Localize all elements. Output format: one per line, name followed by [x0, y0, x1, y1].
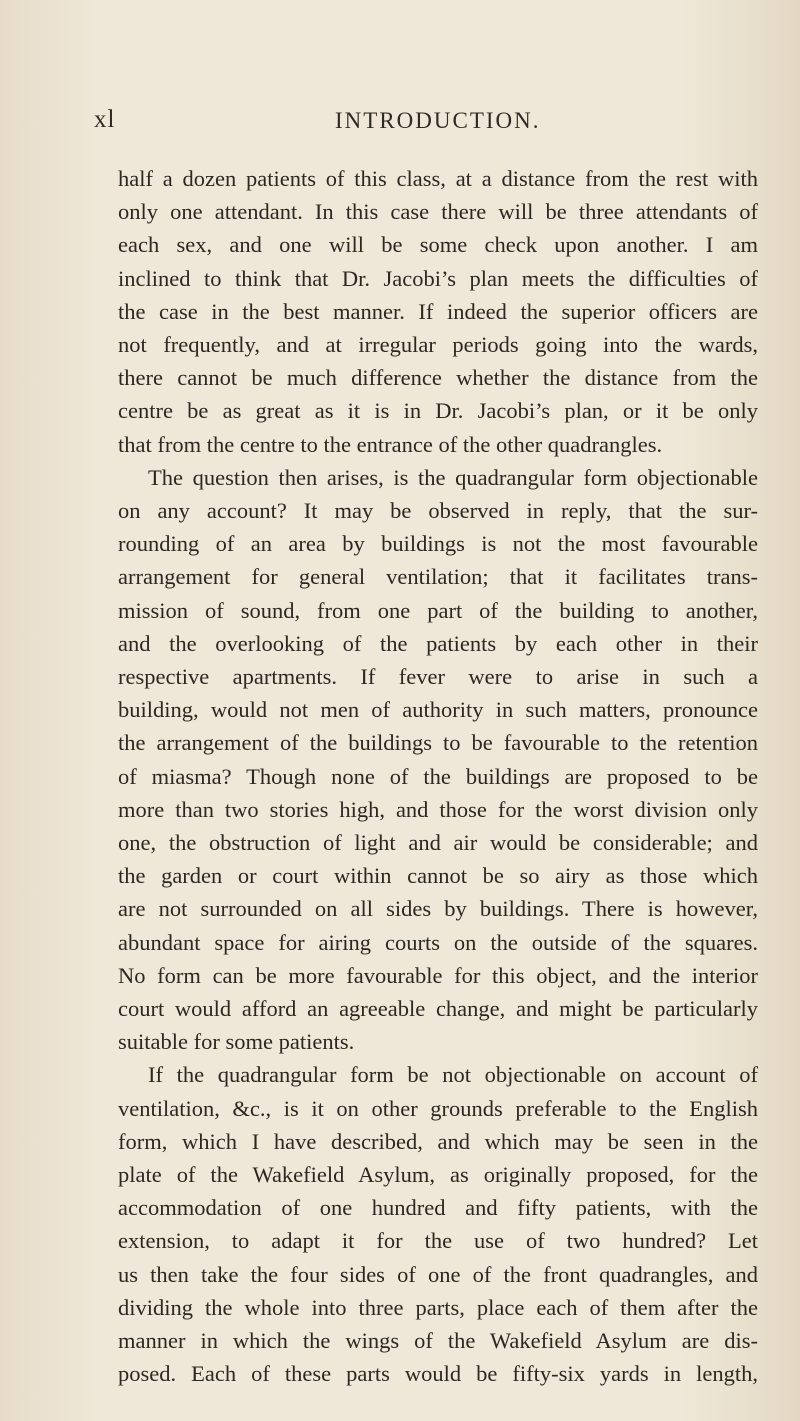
text-line: the case in the best manner. If indeed the superior officers are [118, 298, 758, 324]
text-line: half a dozen patients of this class, at a distance from the rest with [118, 166, 758, 191]
page-header [0, 106, 800, 146]
text-line: ventilation, &c., is it on other grounds preferable to the English [118, 1095, 758, 1121]
text-line: suitable for some patients. [118, 1029, 355, 1055]
text-line: arrangement for general ventilation; that it facilitates trans- [118, 564, 758, 590]
text-line: form, which I have described, and which may be seen in the [118, 1128, 758, 1154]
text-line: only one attendant. In this case there will be three attendants of [118, 199, 758, 225]
text-line: No form can be more favourable for this object, and the interior [118, 962, 758, 988]
text-line: respective apartments. If fever were to arise in such a [118, 664, 758, 689]
text-line: us then take the four sides of one of the front quadrangles, and [118, 1261, 758, 1287]
text-line: mission of sound, from one part of the building to another, [118, 597, 758, 623]
paragraph-start-line: The question then arises, is the quadrangular form objectionable [148, 464, 758, 490]
text-line: building, would not men of authority in such matters, pronounce [118, 697, 758, 723]
text-line: centre be as great as it is in Dr. Jacobi’s plan, or it be only [118, 398, 758, 424]
text-line: abundant space for airing courts on the outside of the squares. [118, 929, 758, 955]
text-line: plate of the Wakefield Asylum, as originally proposed, for the [118, 1162, 758, 1187]
text-line: court would afford an agreeable change, and might be particularly [118, 996, 758, 1021]
text-line: rounding of an area by buildings is not the most favourable [118, 531, 758, 557]
text-line: inclined to think that Dr. Jacobi’s plan meets the difficulties of [118, 265, 758, 291]
running-head: INTRODUCTION. [335, 108, 541, 133]
text-line: and the overlooking of the patients by each other in their [118, 630, 758, 656]
text-line: accommodation of one hundred and fifty patients, with the [118, 1195, 758, 1221]
text-line: one, the obstruction of light and air would be considerable; and [118, 830, 758, 855]
text-line: that from the centre to the entrance of the other quadrangles. [118, 431, 663, 457]
text-line: on any account? It may be observed in reply, that the sur- [118, 498, 758, 523]
text-line: not frequently, and at irregular periods going into the wards, [118, 332, 758, 357]
text-line: posed. Each of these parts would be fifty-six yards in length, [118, 1361, 758, 1387]
text-line: manner in which the wings of the Wakefield Asylum are dis- [118, 1328, 758, 1353]
paragraph-start-line: If the quadrangular form be not objectionable on account of [148, 1062, 758, 1088]
text-line: are not surrounded on all sides by buildings. There is however, [118, 896, 758, 922]
text-line: more than two stories high, and those for the worst division only [118, 796, 758, 822]
text-line: dividing the whole into three parts, place each of them after the [118, 1294, 758, 1320]
page-number: xl [94, 106, 116, 133]
text-line: there cannot be much difference whether the distance from the [118, 365, 758, 391]
text-line: of miasma? Though none of the buildings are proposed to be [118, 763, 758, 789]
text-line: the garden or court within cannot be so airy as those which [118, 863, 758, 889]
text-line: extension, to adapt it for the use of two hundred? Let [118, 1228, 758, 1254]
text-line: each sex, and one will be some check upon another. I am [118, 232, 758, 258]
text-line: the arrangement of the buildings to be favourable to the retention [118, 730, 758, 756]
